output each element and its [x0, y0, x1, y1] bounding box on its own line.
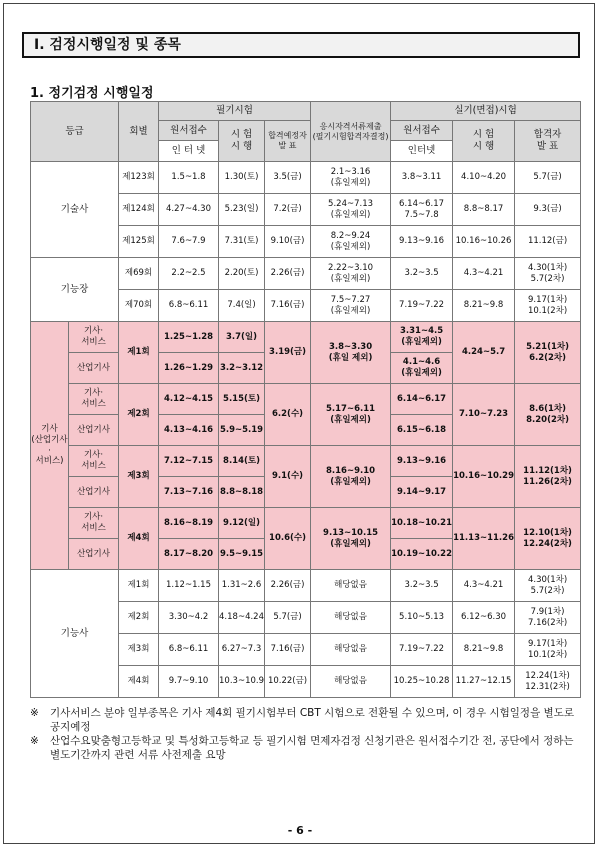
practical-exam: 4.3~4.21: [453, 570, 515, 602]
written-exam: 9.12(일): [219, 508, 265, 539]
docs-cell: 5.24~7.13 (휴일제외): [311, 194, 391, 226]
header-written-exam: 시 험 시 행: [219, 121, 265, 162]
group-ginungsa: 기능사: [31, 570, 119, 698]
round-cell: 제1회: [119, 570, 159, 602]
practical-exam: 11.27~12.15: [453, 666, 515, 698]
table-row: [31, 384, 581, 415]
practical-exam: 6.12~6.30: [453, 602, 515, 634]
written-exam: 4.18~4.24: [219, 602, 265, 634]
round-cell: 제4회: [119, 666, 159, 698]
practical-result: 7.9(1차) 7.16(2차): [515, 602, 581, 634]
note-mark: ※: [30, 735, 39, 747]
written-exam: 6.27~7.3: [219, 634, 265, 666]
round-cell: 제70회: [119, 290, 159, 322]
header-written-receipt: 원서접수: [159, 121, 219, 141]
table-row: [31, 570, 581, 602]
written-exam: 7.31(토): [219, 226, 265, 258]
round-cell: 제3회: [119, 634, 159, 666]
group-gisulsa: 기술사: [31, 162, 119, 258]
note-item: [30, 734, 580, 762]
written-exam: 5.9~5.19: [219, 415, 265, 446]
written-receipt: 4.13~4.16: [159, 415, 219, 446]
written-result: 7.16(금): [265, 290, 311, 322]
subsection-title: 1. 정기검정 시행일정: [30, 86, 154, 101]
written-receipt: 6.8~6.11: [159, 290, 219, 322]
group-ginungjang: 기능장: [31, 258, 119, 322]
header-practical: 실기(면접)시험: [391, 102, 581, 121]
header-docs: 응시자격서류제출 (필기시험합격자결정): [311, 102, 391, 162]
table-row: [31, 258, 581, 290]
docs-cell: 3.8~3.30 (휴일 제외): [311, 322, 391, 384]
page-number: - 6 -: [287, 824, 313, 837]
written-exam: 8.14(토): [219, 446, 265, 477]
header-written-internet: 인 터 넷: [159, 141, 219, 162]
docs-cell: 해당없음: [311, 634, 391, 666]
practical-result: 8.6(1차) 8.20(2차): [515, 384, 581, 446]
written-result: 2.26(금): [265, 258, 311, 290]
practical-result: 11.12(1차) 11.26(2차): [515, 446, 581, 508]
written-receipt: 7.13~7.16: [159, 477, 219, 508]
written-receipt: 1.5~1.8: [159, 162, 219, 194]
practical-receipt: 9.14~9.17: [391, 477, 453, 508]
written-result: 10.22(금): [265, 666, 311, 698]
practical-receipt: 10.18~10.21: [391, 508, 453, 539]
round-cell: 제1회: [119, 322, 159, 384]
practical-receipt: 9.13~9.16: [391, 226, 453, 258]
written-exam: 7.4(일): [219, 290, 265, 322]
docs-cell: 5.17~6.11 (휴일제외): [311, 384, 391, 446]
round-cell: 제123회: [119, 162, 159, 194]
header-practical-receipt: 원서접수: [391, 121, 453, 141]
docs-cell: 8.16~9.10 (휴일제외): [311, 446, 391, 508]
practical-receipt: 3.31~4.5 (휴일제외): [391, 322, 453, 353]
practical-receipt: 3.8~3.11: [391, 162, 453, 194]
table-row: [31, 162, 581, 194]
header-practical-internet: 인터넷: [391, 141, 453, 162]
written-exam: 5.15(토): [219, 384, 265, 415]
written-receipt: 4.12~4.15: [159, 384, 219, 415]
practical-receipt: 4.1~4.6 (휴일제외): [391, 353, 453, 384]
subgroup-sanup: 산업기사: [69, 415, 119, 446]
round-cell: 제2회: [119, 602, 159, 634]
round-cell: 제2회: [119, 384, 159, 446]
practical-receipt: 10.25~10.28: [391, 666, 453, 698]
written-exam: 10.3~10.9: [219, 666, 265, 698]
practical-exam: 11.13~11.26: [453, 508, 515, 570]
written-exam: 5.23(일): [219, 194, 265, 226]
docs-cell: 해당없음: [311, 666, 391, 698]
written-receipt: 9.7~9.10: [159, 666, 219, 698]
written-exam: 8.8~8.18: [219, 477, 265, 508]
header-round: 회별: [119, 102, 159, 162]
written-receipt: 1.25~1.28: [159, 322, 219, 353]
written-receipt: 7.12~7.15: [159, 446, 219, 477]
notes: [30, 706, 580, 762]
written-exam: 1.30(토): [219, 162, 265, 194]
practical-receipt: 3.2~3.5: [391, 258, 453, 290]
practical-result: 9.17(1차) 10.1(2차): [515, 290, 581, 322]
practical-result: 5.7(금): [515, 162, 581, 194]
practical-receipt: 3.2~3.5: [391, 570, 453, 602]
practical-result: 4.30(1차) 5.7(2차): [515, 570, 581, 602]
practical-receipt: 6.14~6.17 7.5~7.8: [391, 194, 453, 226]
practical-exam: 4.24~5.7: [453, 322, 515, 384]
subgroup-gisa-service: 기사· 서비스: [69, 322, 119, 353]
written-result: 2.26(금): [265, 570, 311, 602]
note-text: 산업수요맞춤형고등학교 및 특성화고등학교 등 필기시험 면제자검정 신청기관은 원서접수기간 전, 공단에서 정하는 별도기간까지 관련 서류 사전제출 요망: [50, 735, 574, 761]
docs-cell: 2.22~3.10 (휴일제외): [311, 258, 391, 290]
written-exam: 9.5~9.15: [219, 539, 265, 570]
written-exam: 1.31~2.6: [219, 570, 265, 602]
header-grade: 등급: [31, 102, 119, 162]
header-written-result: 합격예정자 발 표: [265, 121, 311, 162]
subgroup-gisa-service: 기사· 서비스: [69, 508, 119, 539]
header-practical-exam: 시 험 시 행: [453, 121, 515, 162]
header-practical-result: 합격자 발 표: [515, 121, 581, 162]
written-result: 5.7(금): [265, 602, 311, 634]
round-cell: 제125회: [119, 226, 159, 258]
written-receipt: 7.6~7.9: [159, 226, 219, 258]
round-cell: 제4회: [119, 508, 159, 570]
table-row: [31, 322, 581, 353]
round-cell: 제3회: [119, 446, 159, 508]
subgroup-gisa-service: 기사· 서비스: [69, 446, 119, 477]
note-text: 기사서비스 분야 일부종목은 기사 제4회 필기시험부터 CBT 시험으로 전환될 수 있으며, 이 경우 시험일정을 별도로 공지예정: [50, 707, 574, 733]
practical-exam: 4.3~4.21: [453, 258, 515, 290]
subgroup-sanup: 산업기사: [69, 353, 119, 384]
subgroup-sanup: 산업기사: [69, 477, 119, 508]
docs-cell: 7.5~7.27 (휴일제외): [311, 290, 391, 322]
written-exam: 2.20(토): [219, 258, 265, 290]
practical-exam: 8.8~8.17: [453, 194, 515, 226]
practical-exam: 7.10~7.23: [453, 384, 515, 446]
written-result: 6.2(수): [265, 384, 311, 446]
practical-result: 5.21(1차) 6.2(2차): [515, 322, 581, 384]
written-receipt: 8.16~8.19: [159, 508, 219, 539]
practical-receipt: 7.19~7.22: [391, 290, 453, 322]
practical-result: 12.10(1차) 12.24(2차): [515, 508, 581, 570]
written-result: 9.1(수): [265, 446, 311, 508]
round-cell: 제69회: [119, 258, 159, 290]
written-exam: 3.7(일): [219, 322, 265, 353]
practical-exam: 8.21~9.8: [453, 634, 515, 666]
written-receipt: 6.8~6.11: [159, 634, 219, 666]
table-row: [31, 508, 581, 539]
docs-cell: 해당없음: [311, 570, 391, 602]
practical-result: 4.30(1차) 5.7(2차): [515, 258, 581, 290]
written-result: 7.2(금): [265, 194, 311, 226]
practical-receipt: 7.19~7.22: [391, 634, 453, 666]
written-result: 10.6(수): [265, 508, 311, 570]
docs-cell: 9.13~10.15 (휴일제외): [311, 508, 391, 570]
written-receipt: 1.26~1.29: [159, 353, 219, 384]
schedule-table: [30, 101, 581, 698]
subgroup-sanup: 산업기사: [69, 539, 119, 570]
note-item: [30, 706, 580, 734]
written-result: 9.10(금): [265, 226, 311, 258]
note-mark: ※: [30, 707, 39, 719]
group-gisa: 기사 (산업기사· 서비스): [31, 322, 69, 570]
written-result: 7.16(금): [265, 634, 311, 666]
practical-result: 9.3(금): [515, 194, 581, 226]
section-title: Ⅰ. 검정시행일정 및 종목: [22, 32, 580, 58]
written-exam: 3.2~3.12: [219, 353, 265, 384]
practical-result: 12.24(1차) 12.31(2차): [515, 666, 581, 698]
written-result: 3.5(금): [265, 162, 311, 194]
practical-receipt: 5.10~5.13: [391, 602, 453, 634]
written-receipt: 4.27~4.30: [159, 194, 219, 226]
practical-exam: 4.10~4.20: [453, 162, 515, 194]
written-receipt: 8.17~8.20: [159, 539, 219, 570]
practical-result: 9.17(1차) 10.1(2차): [515, 634, 581, 666]
docs-cell: 해당없음: [311, 602, 391, 634]
practical-receipt: 10.19~10.22: [391, 539, 453, 570]
subgroup-gisa-service: 기사· 서비스: [69, 384, 119, 415]
written-receipt: 1.12~1.15: [159, 570, 219, 602]
practical-exam: 10.16~10.29: [453, 446, 515, 508]
round-cell: 제124회: [119, 194, 159, 226]
header-written: 필기시험: [159, 102, 311, 121]
practical-exam: 8.21~9.8: [453, 290, 515, 322]
written-receipt: 2.2~2.5: [159, 258, 219, 290]
docs-cell: 8.2~9.24 (휴일제외): [311, 226, 391, 258]
practical-receipt: 9.13~9.16: [391, 446, 453, 477]
table-row: [31, 446, 581, 477]
written-result: 3.19(금): [265, 322, 311, 384]
docs-cell: 2.1~3.16 (휴일제외): [311, 162, 391, 194]
practical-receipt: 6.14~6.17: [391, 384, 453, 415]
practical-receipt: 6.15~6.18: [391, 415, 453, 446]
practical-result: 11.12(금): [515, 226, 581, 258]
practical-exam: 10.16~10.26: [453, 226, 515, 258]
written-receipt: 3.30~4.2: [159, 602, 219, 634]
